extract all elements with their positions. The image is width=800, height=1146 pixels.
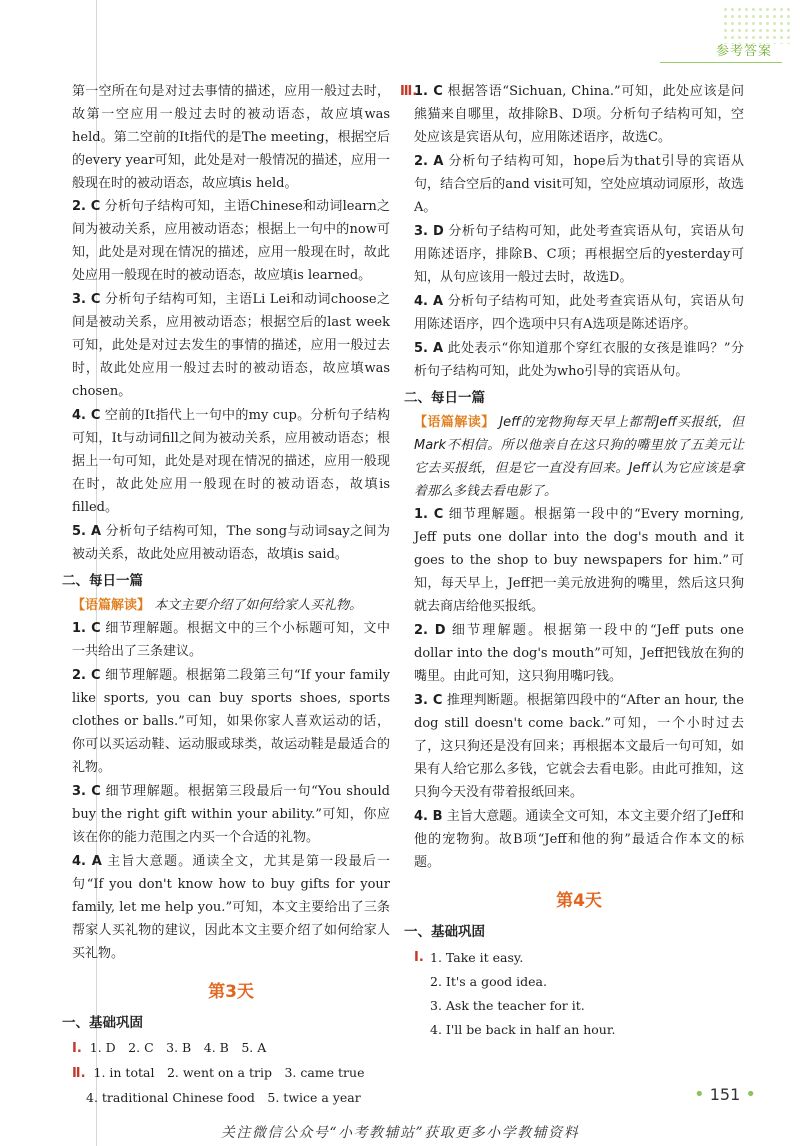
answer-item — [72, 780, 390, 849]
page-number-dot-icon: • — [745, 1084, 756, 1105]
right-section-heading: 二、每日一篇 — [404, 390, 485, 406]
section-heading: 二、每日一篇 — [62, 573, 143, 589]
answer-item — [72, 850, 390, 965]
answer-number: 2. A — [414, 154, 444, 169]
day3-answers2-line1: 1. in total 2. went on a trip 3. came true — [93, 1065, 365, 1080]
day3-section-heading: 一、基础巩固 — [62, 1015, 143, 1031]
day4-sentence: 2. It's a good idea. — [430, 974, 547, 989]
header-rule — [660, 62, 782, 63]
answer-number: 1. C — [72, 621, 101, 636]
day3-answers1: 1. D 2. C 3. B 4. B 5. A — [89, 1040, 267, 1055]
answer-number: 3. C — [414, 693, 443, 708]
answer-number: 4. B — [414, 809, 443, 824]
answer-number: 3. D — [414, 224, 444, 239]
header-label: 参考答案 — [715, 44, 772, 59]
answer-item — [414, 805, 744, 874]
reading-summary-text: 本文主要介绍了如何给家人买礼物。 — [154, 598, 363, 613]
answer-text: 推理判断题。根据第四段中的“After an hour, the dog still doesn't come back.”可知，一个小时过去了，这只狗还是没有回来；再根据本文最后一句可知，如果有人给它那么多钱，它就会去看电影。由此可推知，这只狗今天没有带着报纸回来。 — [414, 693, 744, 800]
day4-sentence: 4. I'll be back in half an hour. — [430, 1022, 616, 1037]
answer-number: 4. A — [72, 854, 102, 869]
day3-title: 第3天 — [208, 982, 254, 1002]
answer-item — [72, 195, 390, 287]
day3-answers-row3 — [72, 1086, 390, 1110]
day3-answers2-line2: 4. traditional Chinese food 5. twice a year — [86, 1090, 361, 1105]
day4-sentences — [414, 946, 744, 1042]
answer-number: 4. A — [414, 294, 444, 309]
roman-numeral-3: Ⅲ. — [400, 84, 418, 99]
answer-number: 2. D — [414, 623, 446, 638]
page-number-dot-icon: • — [694, 1084, 705, 1105]
answer-number: 4. C — [72, 408, 101, 423]
footer-note: 关注微信公众号“小考教辅站”获取更多小学教辅资料 — [220, 1125, 580, 1141]
page-number — [694, 1084, 756, 1105]
answer-text: 空前的It指代上一句中的my cup。分析句子结构可知，It与动词fill之间为被动关系，应用被动语态；根据上一句可知，此处是对现在情况的描述，应用一般现在时，故此处应用一般现在时的被动语态，故填is filled。 — [72, 408, 390, 515]
roman-numeral-1: Ⅰ. — [72, 1041, 82, 1056]
answer-text: 分析句子结构可知，主语Chinese和动词learn之间为被动关系，应用被动语态；根据上一句中的now可知，此处是对现在情况的描述，应用一般现在时，故此处应用一般现在时的被动语态，故应填is learned。 — [72, 199, 390, 283]
intro-paragraph: 第一空所在句是对过去事情的描述，应用一般过去时，故第一空应用一般过去时的被动语态，故应填was held。第二空前的It指代的是The meeting，根据空后的every year可知，此处是对一般情况的描述，应用一般现在时的被动语态，故应填is held。 — [72, 84, 390, 191]
right-column — [400, 80, 745, 1042]
answer-number: 3. C — [72, 784, 101, 799]
answer-item — [414, 80, 744, 149]
answer-text: 细节理解题。根据文中的三个小标题可知，文中一共给出了三条建议。 — [72, 621, 390, 659]
day3-answers-row1 — [72, 1036, 390, 1061]
answer-text: 分析句子结构可知，此处考查宾语从句，宾语从句用陈述语序，四个选项中只有A选项是陈述语序。 — [414, 294, 744, 332]
left-column — [62, 80, 391, 1110]
left-items-part2 — [72, 617, 390, 965]
answer-item — [414, 503, 744, 618]
answer-item — [72, 664, 390, 779]
answer-text: 根据答语“Sichuan, China.”可知，此处应该是问熊猫来自哪里，故排除B、D项。分析句子结构可知，空处应该是宾语从句，应用陈述语序，故选C。 — [414, 84, 744, 145]
dot-grid-decoration — [722, 6, 792, 44]
answer-text: 细节理解题。根据第一段中的“Every morning, Jeff puts one dollar into the dog's mouth and it goes to the shop to buy newspapers for him.”可知，每天早上，Jeff把一美元放进狗的嘴里，然后这只狗就去商店给他买报纸。 — [414, 507, 745, 614]
right-reading-tag: 【语篇解读】 — [414, 415, 495, 430]
right-items-part1 — [414, 80, 744, 383]
answer-number: 2. C — [72, 199, 101, 214]
answer-number: 3. C — [72, 292, 101, 307]
answer-text: 主旨大意题。通读全文可知，本文主要介绍了Jeff和他的宠物狗。故B项“Jeff和他的狗”最适合作本文的标题。 — [414, 809, 744, 870]
right-reading-summary-text: Jeff的宠物狗每天早上都帮Jeff买报纸，但Mark不相信。所以他亲自在这只狗的嘴里放了五美元让它去买报纸，但是它一直没有回来。Jeff认为它应该是拿着那么多钱去看电影了。 — [414, 415, 744, 499]
answer-item — [414, 689, 744, 804]
roman-numeral-4: Ⅰ. — [414, 950, 424, 965]
answer-text: 细节理解题。根据第二段第三句“If your family like sports, you can buy sports shoes, sports clothes or balls.”可知，如果你家人喜欢运动的话，你可以买运动鞋、运动服或球类，故运动鞋是最适合的礼物。 — [72, 668, 390, 775]
roman-numeral-2: Ⅱ. — [72, 1066, 86, 1081]
answer-item — [414, 220, 744, 289]
left-items-part1 — [72, 195, 390, 566]
answer-text: 主旨大意题。通读全文，尤其是第一段最后一句“If you don't know how to buy gifts for your family, let me help you.”可知，本文主要给出了三条帮家人买礼物的建议，因此本文主要介绍了如何给家人买礼物。 — [72, 854, 390, 961]
right-reading-summary — [414, 411, 744, 503]
roman-numeral-3-wrap — [400, 80, 417, 99]
day4-sentence: 1. Take it easy. — [430, 950, 524, 965]
answer-number: 1. C — [414, 84, 443, 99]
right-items-part2 — [414, 503, 744, 874]
answer-number: 2. C — [72, 668, 101, 683]
answer-item — [72, 617, 390, 663]
answer-item — [414, 619, 744, 688]
page-number-text: 151 — [709, 1085, 741, 1104]
answer-item — [72, 288, 390, 403]
answer-item — [414, 150, 744, 219]
reading-tag: 【语篇解读】 — [72, 598, 151, 613]
answer-text: 细节理解题。根据第一段中的“Jeff puts one dollar into the dog's mouth”可知，Jeff把钱放在狗的嘴里。由此可知，这只狗用嘴叼钱。 — [414, 623, 744, 684]
answer-number: 1. C — [414, 507, 444, 522]
answer-text: 分析句子结构可知，The song与动词say之间为被动关系，故此处应用被动语态，故填is said。 — [72, 524, 391, 562]
answer-text: 分析句子结构可知，此处考查宾语从句，宾语从句用陈述语序，排除B、C项；再根据空后的yesterday可知，从句应该用一般过去时，故选D。 — [414, 224, 744, 285]
day4-title: 第4天 — [556, 891, 602, 911]
answer-item — [72, 520, 390, 566]
answer-number: 5. A — [72, 524, 102, 539]
day3-answers-row2 — [72, 1061, 390, 1086]
reading-summary — [72, 594, 390, 617]
answer-text: 分析句子结构可知，hope后为that引导的宾语从句，结合空后的and visit可知，空处应填动词原形，故选A。 — [414, 154, 744, 215]
answer-number: 5. A — [414, 341, 444, 356]
day4-section-heading: 一、基础巩固 — [404, 924, 485, 940]
answer-item — [72, 404, 390, 519]
answer-text: 细节理解题。根据第三段最后一句“You should buy the right gift within your ability.”可知，你应该在你的能力范围之内买一个合适的礼物。 — [72, 784, 390, 845]
answer-text: 此处表示“你知道那个穿红衣服的女孩是谁吗？”分析句子结构可知，此处为who引导的宾语从句。 — [414, 341, 744, 379]
answer-text: 分析句子结构可知，主语Li Lei和动词choose之间是被动关系，应用被动语态；根据空后的last week可知，此处是对过去发生的事情的描述，应用一般过去时，故此处应用一般过去时的被动语态，故应填was chosen。 — [72, 292, 390, 399]
answer-item — [414, 290, 744, 336]
day4-sentence: 3. Ask the teacher for it. — [430, 998, 585, 1013]
answer-item — [414, 337, 744, 383]
